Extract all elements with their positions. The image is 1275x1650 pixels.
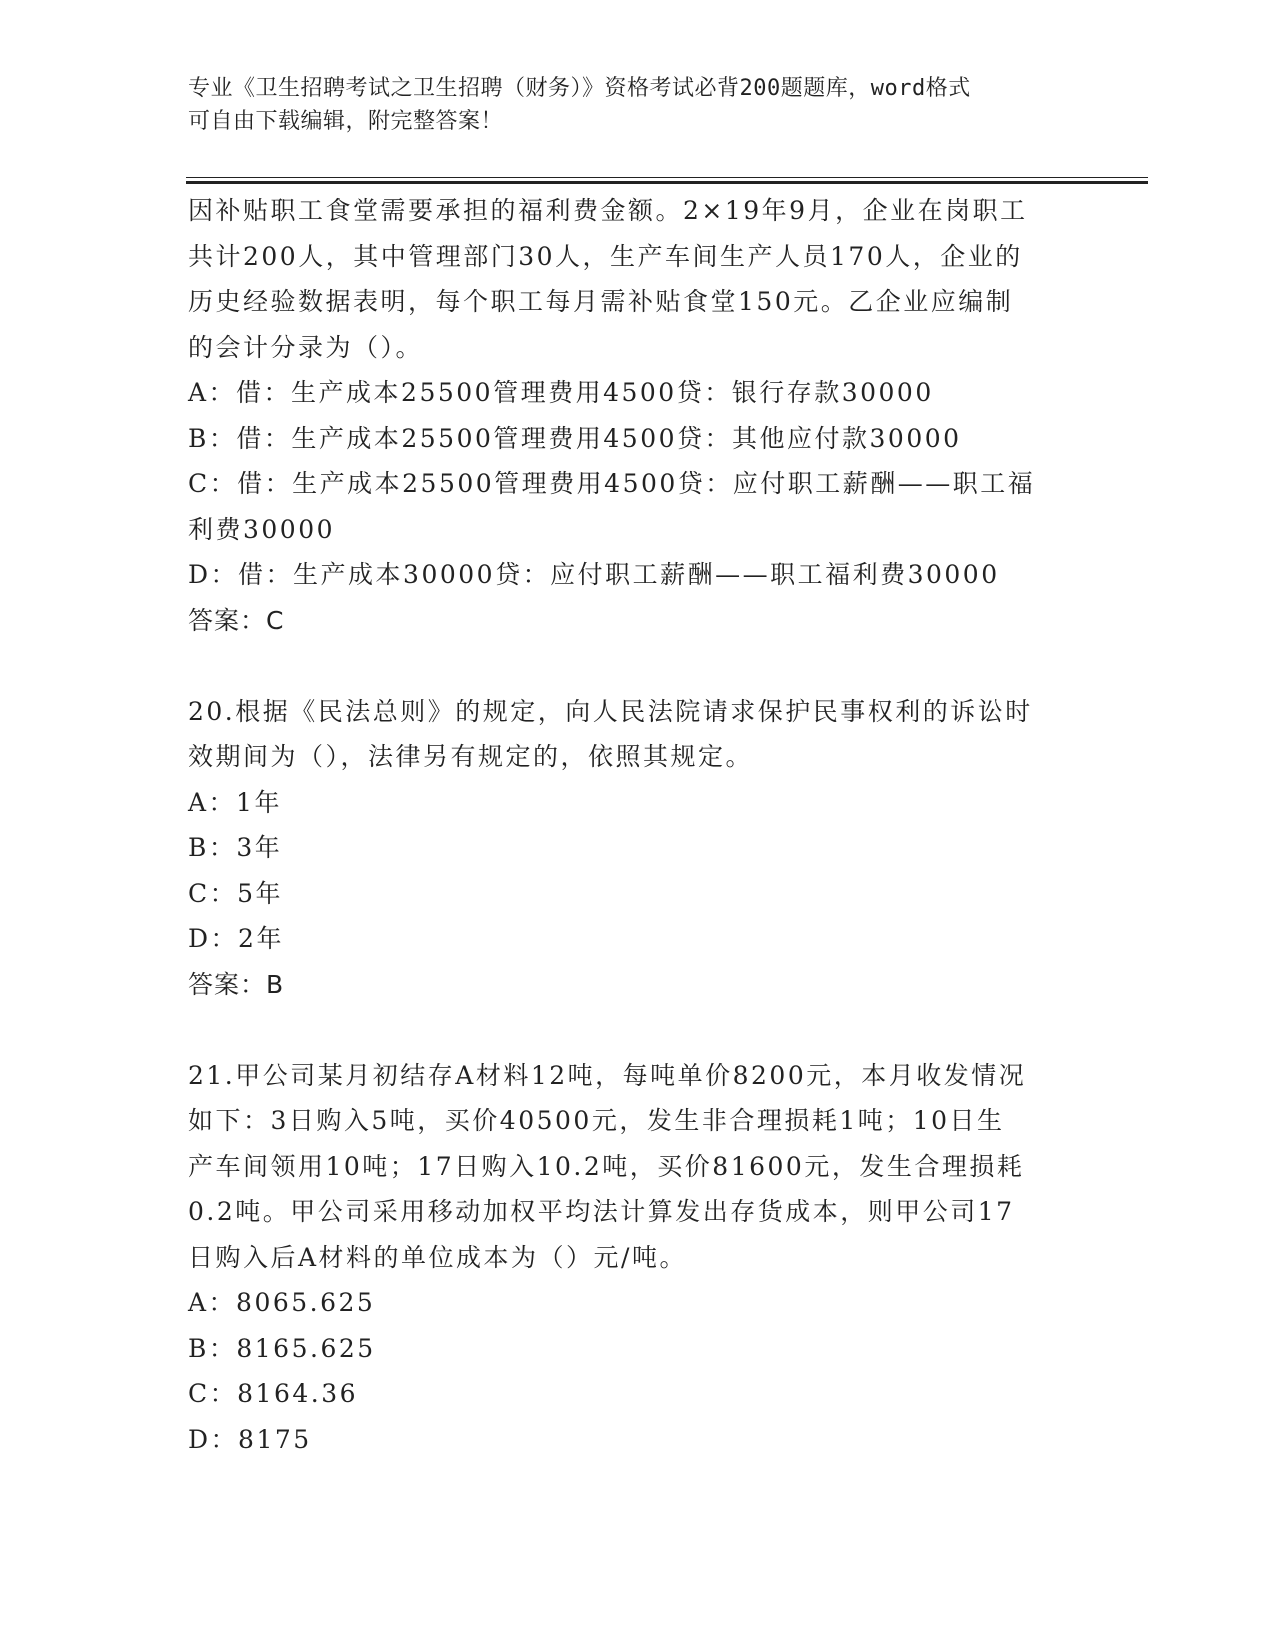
question-stem-line: 如下：3日购入5吨，买价40500元，发生非合理损耗1吨；10日生 [188, 1106, 1005, 1135]
answer-label: 答案：C [188, 605, 285, 635]
option-a: A：借：生产成本25500管理费用4500贷：银行存款30000 [188, 378, 934, 407]
header-title-line-1: 专业《卫生招聘考试之卫生招聘（财务）》资格考试必背200题题库，word格式 [188, 76, 971, 101]
question-21 [188, 1053, 1088, 1463]
question-spacer [188, 643, 1088, 689]
question-stem-line: 20.根据《民法总则》的规定，向人民法院请求保护民事权利的诉讼时 [188, 696, 1033, 726]
option-d: D：2年 [188, 924, 284, 953]
question-stem-line: 历史经验数据表明，每个职工每月需补贴食堂150元。乙企业应编制 [188, 287, 1014, 316]
question-stem-line: 21.甲公司某月初结存A材料12吨，每吨单价8200元，本月收发情况 [188, 1060, 1027, 1090]
option-d: D：借：生产成本30000贷：应付职工薪酬——职工福利费30000 [188, 560, 1000, 589]
header-divider-thick [186, 181, 1148, 184]
option-b: B：8165.625 [188, 1333, 376, 1363]
question-stem-line: 效期间为（），法律另有规定的，依照其规定。 [188, 742, 754, 771]
option-a: A：8065.625 [188, 1288, 376, 1317]
header-title-line-2: 可自由下载编辑，附完整答案！ [188, 109, 504, 134]
option-d: D：8175 [188, 1424, 312, 1454]
answer-label: 答案：B [188, 969, 285, 999]
document-header [188, 72, 1088, 138]
question-stem-line: 日购入后A材料的单位成本为（）元/吨。 [188, 1242, 687, 1272]
question-stem-line: 共计200人，其中管理部门30人，生产车间生产人员170人，企业的 [188, 241, 1023, 271]
option-c: C：5年 [188, 878, 284, 908]
question-19 [188, 188, 1088, 643]
question-stem-line: 产车间领用10吨；17日购入10.2吨，买价81600元，发生合理损耗 [188, 1151, 1025, 1181]
option-b: B：3年 [188, 833, 283, 862]
option-a: A：1年 [188, 787, 282, 817]
document-body [188, 188, 1088, 1462]
question-stem-line: 的会计分录为（）。 [188, 332, 424, 362]
option-b: B：借：生产成本25500管理费用4500贷：其他应付款30000 [188, 423, 962, 453]
question-20 [188, 689, 1088, 1008]
option-c-continued: 利费30000 [188, 514, 336, 544]
question-stem-line: 因补贴职工食堂需要承担的福利费金额。2×19年9月，企业在岗职工 [188, 196, 1028, 225]
question-stem-line: 0.2吨。甲公司采用移动加权平均法计算发出存货成本，则甲公司17 [188, 1197, 1015, 1226]
option-c: C：借：生产成本25500管理费用4500贷：应付职工薪酬——职工福 [188, 469, 1036, 498]
header-divider-thin [186, 177, 1148, 178]
question-spacer [188, 1007, 1088, 1053]
option-c: C：8164.36 [188, 1379, 359, 1408]
